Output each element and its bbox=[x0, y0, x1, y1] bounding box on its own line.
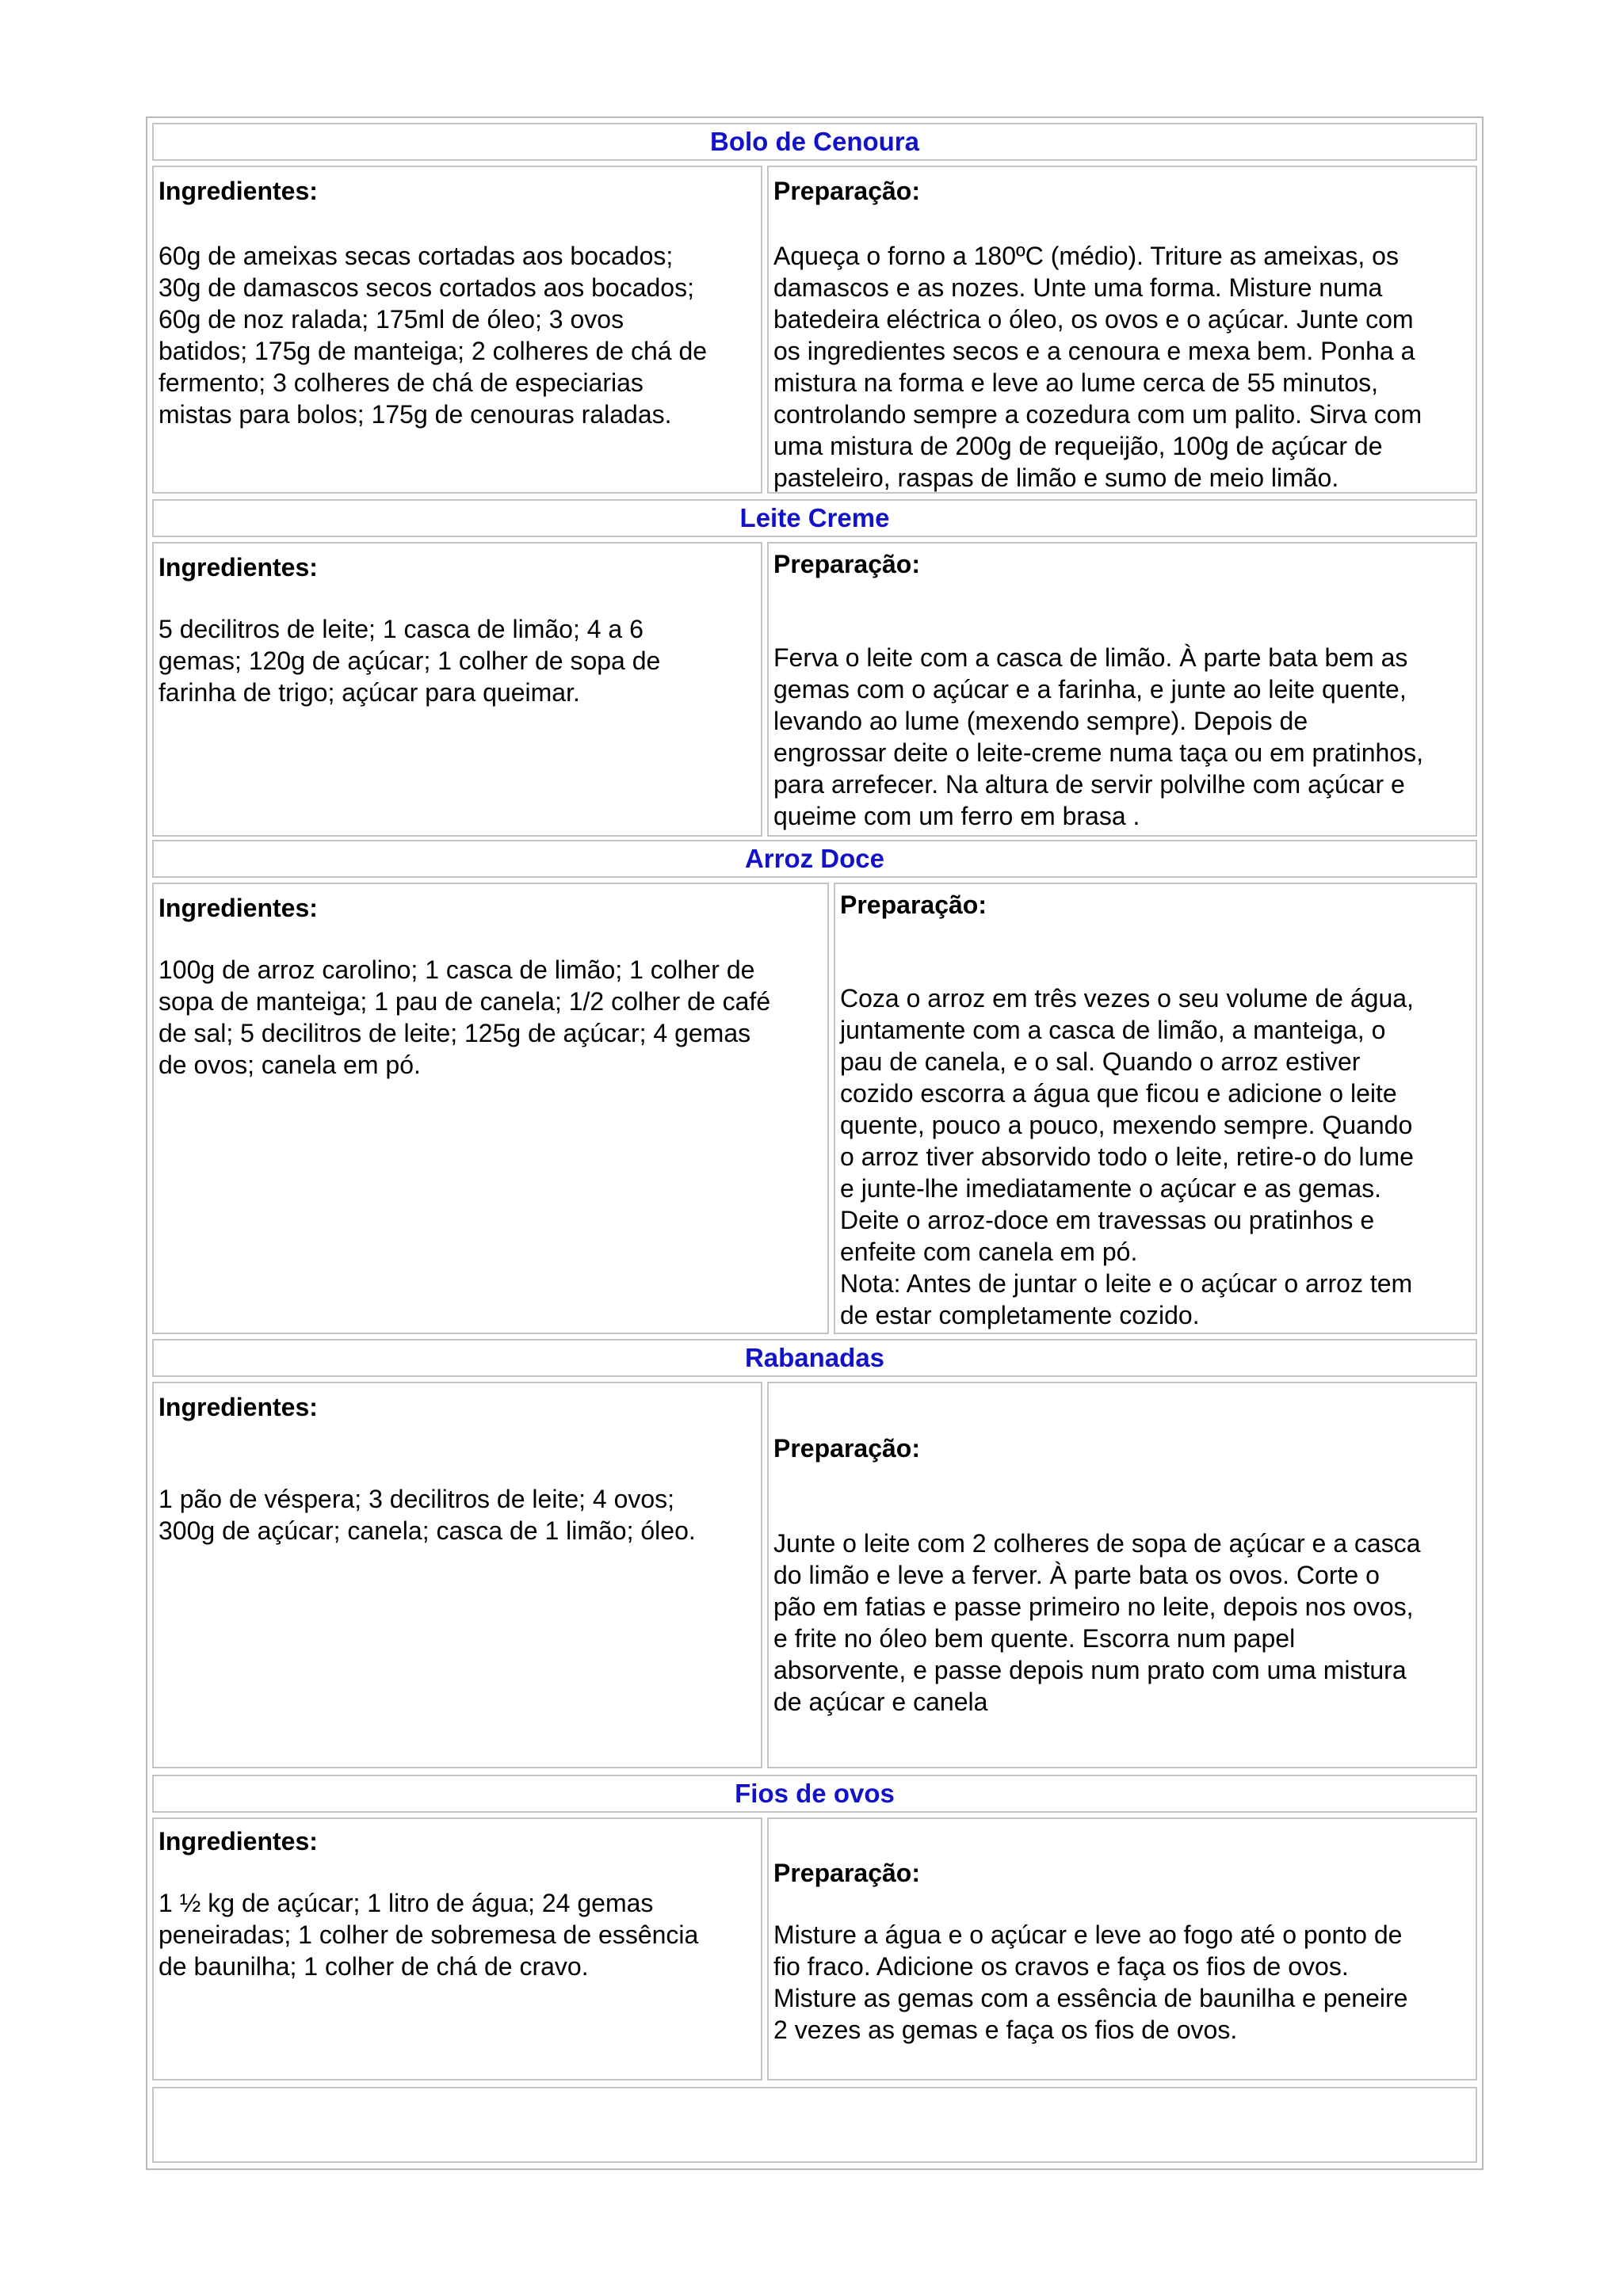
text-line: de ovos; canela em pó. bbox=[158, 1051, 421, 1079]
text-line: do limão e leve a ferver. À parte bata os ovos. Corte o bbox=[773, 1561, 1380, 1589]
ingredients-text bbox=[158, 613, 756, 708]
ingredients-text bbox=[158, 1887, 756, 1982]
text-line: enfeite com canela em pó. bbox=[840, 1238, 1138, 1266]
preparation-text bbox=[773, 642, 1471, 832]
text-line: controlando sempre a cozedura com um palito. Sirva com bbox=[773, 400, 1423, 429]
text-line: 2 vezes as gemas e faça os fios de ovos. bbox=[773, 2016, 1238, 2044]
text-line: farinha de trigo; açúcar para queimar. bbox=[158, 678, 580, 707]
text-line: levando ao lume (mexendo sempre). Depois de bbox=[773, 707, 1308, 735]
preparation-text bbox=[773, 1527, 1471, 1718]
text-line: e frite no óleo bem quente. Escorra num papel bbox=[773, 1624, 1296, 1653]
text-line: Ferva o leite com a casca de limão. À parte bata bem as bbox=[773, 643, 1408, 672]
text-line: 300g de açúcar; canela; casca de 1 limão; óleo. bbox=[158, 1516, 696, 1545]
text-line: de açúcar e canela bbox=[773, 1688, 988, 1716]
recipe-title bbox=[152, 123, 1477, 161]
text-line: uma mistura de 200g de requeijão, 100g de açúcar de bbox=[773, 432, 1383, 460]
text-line: Nota: Antes de juntar o leite e o açúcar o arroz tem bbox=[840, 1269, 1413, 1298]
text-line: damascos e as nozes. Unte uma forma. Misture numa bbox=[773, 273, 1383, 302]
preparation-heading: Preparação: bbox=[773, 550, 920, 578]
preparation-heading: Preparação: bbox=[840, 891, 987, 919]
ingredients-cell bbox=[152, 1817, 762, 2081]
ingredients-heading: Ingredientes: bbox=[158, 1393, 318, 1421]
text-line: 5 decilitros de leite; 1 casca de limão; 4 a 6 bbox=[158, 615, 643, 643]
text-line: fermento; 3 colheres de chá de especiarias bbox=[158, 368, 643, 397]
ingredients-heading: Ingredientes: bbox=[158, 177, 318, 205]
text-line: 1 ½ kg de açúcar; 1 litro de água; 24 gemas bbox=[158, 1889, 654, 1917]
text-line: quente, pouco a pouco, mexendo sempre. Quando bbox=[840, 1111, 1413, 1139]
text-line: Coza o arroz em três vezes o seu volume de água, bbox=[840, 984, 1414, 1013]
text-line: para arrefecer. Na altura de servir polvilhe com açúcar e bbox=[773, 770, 1405, 799]
ingredients-heading: Ingredientes: bbox=[158, 894, 318, 922]
text-line: 60g de noz ralada; 175ml de óleo; 3 ovos bbox=[158, 305, 624, 334]
ingredients-cell bbox=[152, 883, 829, 1334]
preparation-heading: Preparação: bbox=[773, 1859, 920, 1887]
ingredients-cell bbox=[152, 166, 762, 494]
text-line: 1 pão de véspera; 3 decilitros de leite; 4 ovos; bbox=[158, 1485, 675, 1513]
text-line: gemas; 120g de açúcar; 1 colher de sopa de bbox=[158, 646, 661, 675]
text-line: de estar completamente cozido. bbox=[840, 1301, 1200, 1329]
ingredients-text bbox=[158, 240, 756, 430]
text-line: cozido escorra a água que ficou e adicione o leite bbox=[840, 1079, 1397, 1108]
text-line: pão em fatias e passe primeiro no leite, depois nos ovos, bbox=[773, 1592, 1414, 1621]
text-line: peneiradas; 1 colher de sobremesa de essência bbox=[158, 1920, 699, 1949]
preparation-text bbox=[773, 240, 1471, 494]
text-line: 60g de ameixas secas cortadas aos bocados; bbox=[158, 242, 674, 270]
text-line: juntamente com a casca de limão, a manteiga, o bbox=[840, 1016, 1386, 1044]
text-line: absorvente, e passe depois num prato com uma mistura bbox=[773, 1656, 1407, 1684]
text-line: queime com um ferro em brasa . bbox=[773, 802, 1140, 830]
preparation-cell bbox=[834, 883, 1477, 1334]
text-line: o arroz tiver absorvido todo o leite, retire-o do lume bbox=[840, 1142, 1414, 1171]
preparation-heading: Preparação: bbox=[773, 177, 920, 205]
preparation-heading: Preparação: bbox=[773, 1434, 920, 1463]
ingredients-cell bbox=[152, 542, 762, 837]
text-line: batidos; 175g de manteiga; 2 colheres de chá de bbox=[158, 337, 708, 365]
text-line: e junte-lhe imediatamente o açúcar e as gemas. bbox=[840, 1174, 1382, 1203]
text-line: engrossar deite o leite-creme numa taça ou em pratinhos, bbox=[773, 738, 1423, 767]
preparation-cell bbox=[767, 1382, 1477, 1768]
text-line: Misture a água e o açúcar e leve ao fogo até o ponto de bbox=[773, 1920, 1403, 1949]
text-line: de sal; 5 decilitros de leite; 125g de açúcar; 4 gemas bbox=[158, 1019, 751, 1047]
ingredients-text bbox=[158, 954, 823, 1081]
recipe-title bbox=[152, 840, 1477, 878]
text-line: pasteleiro, raspas de limão e sumo de meio limão. bbox=[773, 463, 1339, 492]
ingredients-text bbox=[158, 1483, 756, 1547]
text-line: 30g de damascos secos cortados aos bocados; bbox=[158, 273, 694, 302]
text-line: Aqueça o forno a 180ºC (médio). Triture as ameixas, os bbox=[773, 242, 1399, 270]
ingredients-heading: Ingredientes: bbox=[158, 553, 318, 582]
ingredients-cell bbox=[152, 1382, 762, 1768]
text-line: Deite o arroz-doce em travessas ou pratinhos e bbox=[840, 1206, 1375, 1234]
recipe-title-text: Bolo de Cenoura bbox=[709, 127, 920, 156]
preparation-cell bbox=[767, 1817, 1477, 2081]
text-line: fio fraco. Adicione os cravos e faça os fios de ovos. bbox=[773, 1952, 1349, 1981]
text-line: os ingredientes secos e a cenoura e mexa bem. Ponha a bbox=[773, 337, 1415, 365]
recipe-title bbox=[152, 499, 1477, 537]
text-line: mistas para bolos; 175g de cenouras raladas. bbox=[158, 400, 672, 429]
recipe-title-text: Arroz Doce bbox=[744, 844, 885, 873]
ingredients-heading: Ingredientes: bbox=[158, 1827, 318, 1855]
text-line: de baunilha; 1 colher de chá de cravo. bbox=[158, 1952, 589, 1981]
recipe-title-text: Rabanadas bbox=[744, 1343, 885, 1372]
text-line: Misture as gemas com a essência de baunilha e peneire bbox=[773, 1984, 1408, 2012]
preparation-text bbox=[840, 982, 1471, 1331]
recipe-title bbox=[152, 1339, 1477, 1377]
recipe-title bbox=[152, 1775, 1477, 1813]
text-line: batedeira eléctrica o óleo, os ovos e o açúcar. Junte com bbox=[773, 305, 1414, 334]
preparation-cell bbox=[767, 166, 1477, 494]
text-line: Junte o leite com 2 colheres de sopa de açúcar e a casca bbox=[773, 1529, 1421, 1558]
text-line: 100g de arroz carolino; 1 casca de limão; 1 colher de bbox=[158, 955, 755, 984]
recipe-title-text: Fios de ovos bbox=[735, 1779, 895, 1808]
text-line: sopa de manteiga; 1 pau de canela; 1/2 colher de café bbox=[158, 987, 771, 1016]
text-line: mistura na forma e leve ao lume cerca de 55 minutos, bbox=[773, 368, 1379, 397]
empty-row bbox=[152, 2087, 1477, 2163]
text-line: pau de canela, e o sal. Quando o arroz estiver bbox=[840, 1047, 1361, 1076]
recipe-title-text: Leite Creme bbox=[739, 503, 890, 532]
preparation-text bbox=[773, 1919, 1471, 2046]
preparation-cell bbox=[767, 542, 1477, 837]
text-line: gemas com o açúcar e a farinha, e junte ao leite quente, bbox=[773, 675, 1407, 704]
